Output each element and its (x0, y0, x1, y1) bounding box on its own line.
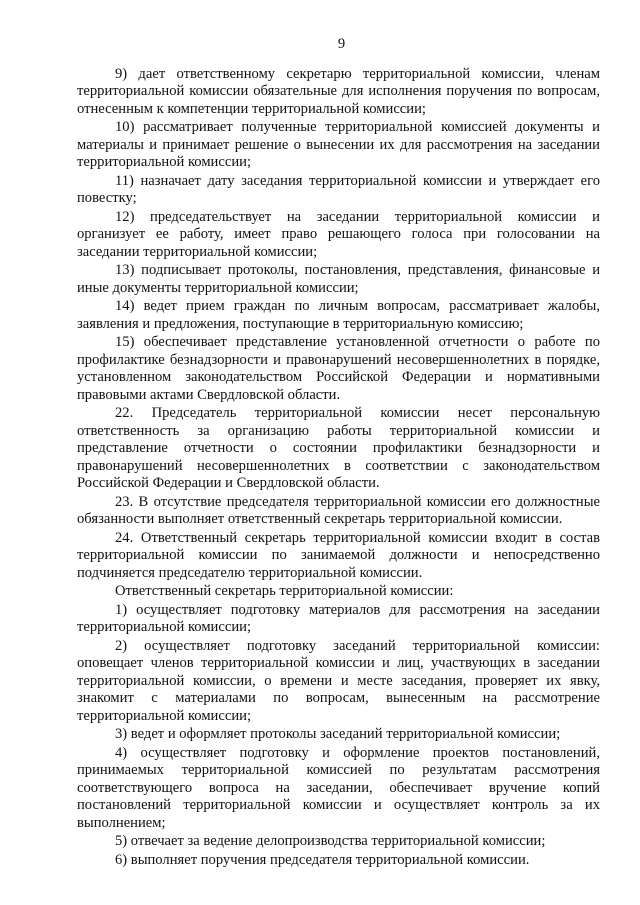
paragraph-clause-23: 23. В отсутствие председателя территориальной комиссии его должностные обязанности выполняет ответственный секретарь территориальной комиссии. (77, 493, 600, 527)
paragraph-item-15: 15) обеспечивает представление установленной отчетности о работе по профилактике безнадзорности и правонарушений несовершеннолетних в порядке, установленном законодательством Российской Федерации и нормативными правовыми актами Свердловской области. (77, 334, 600, 403)
paragraph-duty-6: 6) выполняет поручения председателя территориальной комиссии. (115, 851, 530, 868)
paragraph-item-12: 12) председательствует на заседании территориальной комиссии и организует ее работу, имеет право решающего голоса при голосовании на заседании территориальной комиссии; (77, 208, 600, 260)
paragraph-duty-2: 2) осуществляет подготовку заседаний территориальной комиссии: оповещает членов территориальной комиссии и лиц, участвующих в заседании территориальной комиссии, о времени и месте заседания, проверяет их явку, знакомит с материалами по вопросам, вынесенным на рассмотрение территориальной комиссии; (77, 637, 600, 724)
paragraph-item-9: 9) дает ответственному секретарю территориальной комиссии, членам территориальной комиссии обязательные для исполнения поручения по вопросам, отнесенным к компетенции территориальной комиссии; (77, 65, 600, 117)
paragraph-duty-4: 4) осуществляет подготовку и оформление проектов постановлений, принимаемых территориальной комиссией по результатам рассмотрения соответствующего вопроса на заседании, обеспечивает вручение копий постановлений территориальной комиссии и осуществляет контроль за их выполнением; (77, 744, 600, 831)
page-number: 9 (337, 36, 346, 52)
paragraph-item-10: 10) рассматривает полученные территориальной комиссией документы и материалы и принимает решение о вынесении их для рассмотрения на заседании территориальной комиссии; (77, 119, 600, 170)
paragraph-item-14: 14) ведет прием граждан по личным вопросам, рассматривает жалобы, заявления и предложения, поступающие в территориальную комиссию; (77, 298, 600, 332)
paragraph-duty-1: 1) осуществляет подготовку материалов для рассмотрения на заседании территориальной комиссии; (77, 601, 600, 635)
paragraph-secretary-intro: Ответственный секретарь территориальной комиссии: (115, 583, 454, 599)
paragraph-clause-22: 22. Председатель территориальной комиссии несет персональную ответственность за организацию работы территориальной комиссии и представление отчетности о состоянии профилактики безнадзорности и правонарушений несовершеннолетних в соответствии с законодательством Российской Федерации и Свердловской области. (77, 405, 600, 491)
paragraph-item-13: 13) подписывает протоколы, постановления, представления, финансовые и иные документы территориальной комиссии; (77, 262, 600, 296)
paragraph-duty-5: 5) отвечает за ведение делопроизводства территориальной комиссии; (115, 833, 546, 849)
paragraph-clause-24: 24. Ответственный секретарь территориальной комиссии входит в состав территориальной комиссии по занимаемой должности и непосредственно подчиняется председателю территориальной комиссии. (77, 529, 600, 581)
paragraph-duty-3: 3) ведет и оформляет протоколы заседаний территориальной комиссии; (115, 726, 561, 742)
paragraph-item-11: 11) назначает дату заседания территориальной комиссии и утверждает его повестку; (77, 172, 600, 206)
